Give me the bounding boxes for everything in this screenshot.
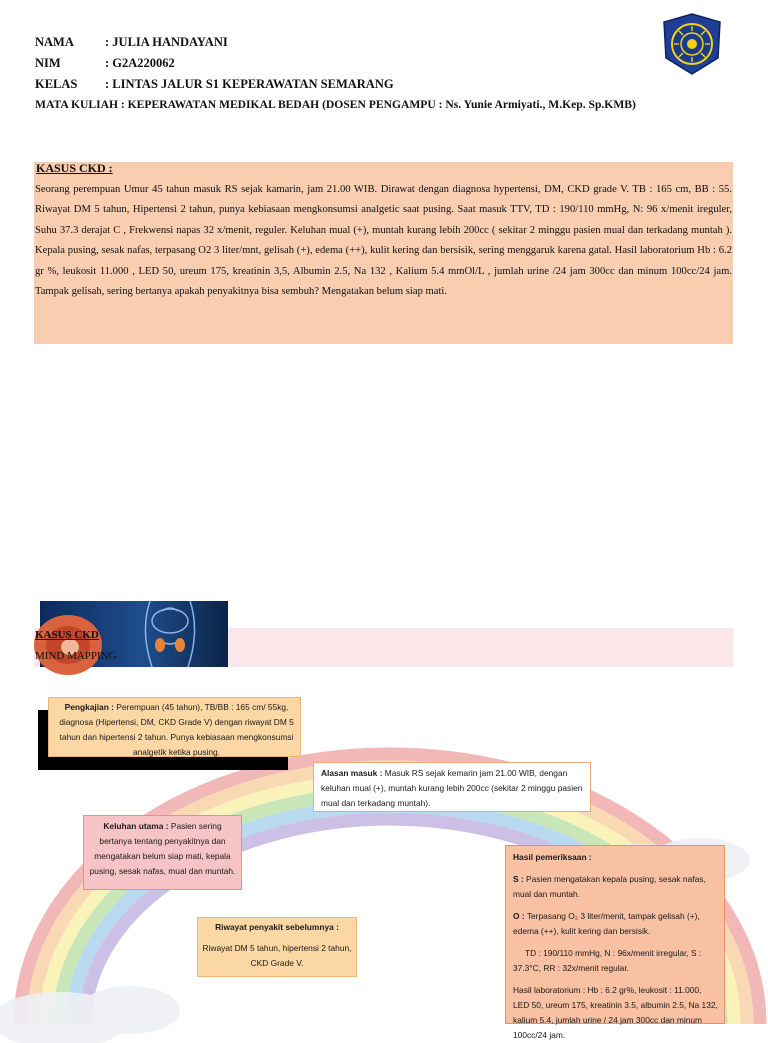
case-description: Seorang perempuan Umur 45 tahun masuk RS sejak kamarin, jam 21.00 WIB. Dirawat dengan diagnosa hypertensi, DM, CKD grade V. TB : 165 cm, BB : 55. Riwayat DM 5 tahun, Hipertensi 2 tahun, punya kebiasaan mengkonsumsi analgetic saat pusing. Saat masuk TTV, TD : 190/110 mmHg, N: 96 x/menit ireguler, Suhu 37.3 derajat C , Frekwensi napas 32 x/menit, reguler. Keluhan mual (+), muntah kurang lebih 200cc ( sekitar 2 minggu pasien mual dan terkadang muntah ). Kepala pusing, sesak nafas, terpasang O2 3 liter/mnt, gelisah (+), edema (++), kulit kering dan bersisik, sering menggaruk karena gatal. Hasil laboratorium Hb : 6.2 gr %, leukosit 11.000 , LED 50, ureum 175, kreatinin 3,5, Albumin 2.5, Na 132 , Kalium 5.4 mmOl/L , jumlah urine /24 jam 300cc dan minum 100cc/24 jam. Tampak gelisah, sering bertanya apakah penyakitnya bisa sembuh? Mengatakan belum siap mati. (35, 184, 732, 298)
ttv-text: TD : 190/110 mmHg, N : 96x/menit irregular, S : 37.3°C, RR : 32x/menit regular. (513, 948, 702, 973)
banner-title: KASUS CKD (35, 629, 99, 641)
riwayat-penyakit-box (197, 917, 357, 977)
nama-value: : JULIA HANDAYANI (105, 35, 228, 49)
pengkajian-label: Pengkajian : (64, 702, 114, 712)
alasan-label: Alasan masuk : (321, 768, 383, 778)
university-logo (661, 12, 723, 76)
pengkajian-box (48, 697, 301, 757)
hasil-pemeriksaan-box (505, 845, 725, 1040)
o-text: Terpasang O₂ 3 liter/menit, tampak gelisah (+), edema (++), kulit kering dan bersisik. (513, 911, 700, 936)
header-matkul: MATA KULIAH : KEPERAWATAN MEDIKAL BEDAH (DOSEN PENGAMPU : Ns. Yunie Armiyati., M.Kep. Sp.KMB) (35, 98, 636, 111)
keluhan-text: Pasien sering bertanya tentang penyakitnya dan mengatakan belum siap mati, kepala pusing, sesak nafas, mual dan muntah. (89, 821, 236, 876)
nim-label: NIM (35, 56, 61, 70)
banner-subtitle: MIND MAPPING (35, 650, 117, 662)
pengkajian-text: Perempuan (45 tahun), TB/BB : 165 cm/ 55kg, diagnosa (Hipertensi, DM, CKD Grade V) dengan riwayat DM 5 tahun dan hipertensi 2 tahun. Punya kebiasaan mengkonsumsi analgetik ketika pusing. (59, 702, 294, 757)
header-nim (35, 55, 175, 71)
nim-value: : G2A220062 (105, 56, 175, 70)
hasil-label: Hasil pemeriksaan : (513, 852, 592, 862)
keluhan-label: Keluhan utama : (103, 821, 169, 831)
header-kelas (35, 76, 394, 92)
kelas-label: KELAS (35, 77, 78, 91)
alasan-text: Masuk RS sejak kemarin jam 21.00 WIB, dengan keluhan mual (+), muntah kurang lebih 200cc (sekitar 2 minggu pasien mual dan terkadang muntah). (321, 768, 583, 808)
case-title: KASUS CKD : (36, 161, 113, 175)
s-label: S : (513, 874, 524, 884)
o-label: O : (513, 911, 525, 921)
lab-text: Hasil laboratorium : Hb : 6.2 gr%, leukosit : 11.000, LED 50, ureum 175, kreatinin 3.5, albumin 2.5, Na 132, kalium 5.4, jumlah urine / 24 jam 300cc dan minum 100cc/24 jam. (513, 985, 718, 1040)
header-nama (35, 34, 228, 50)
s-text: Pasien mengatakan kepala pusing, sesak nafas, mual dan muntah. (513, 874, 706, 899)
riwayat-text: Riwayat DM 5 tahun, hipertensi 2 tahun, CKD Grade V. (202, 943, 352, 968)
alasan-masuk-box (313, 762, 591, 812)
keluhan-utama-box (83, 815, 242, 890)
kelas-value: : LINTAS JALUR S1 KEPERAWATAN SEMARANG (105, 77, 394, 91)
nama-label: NAMA (35, 35, 74, 49)
riwayat-label: Riwayat penyakit sebelumnya : (215, 922, 339, 932)
